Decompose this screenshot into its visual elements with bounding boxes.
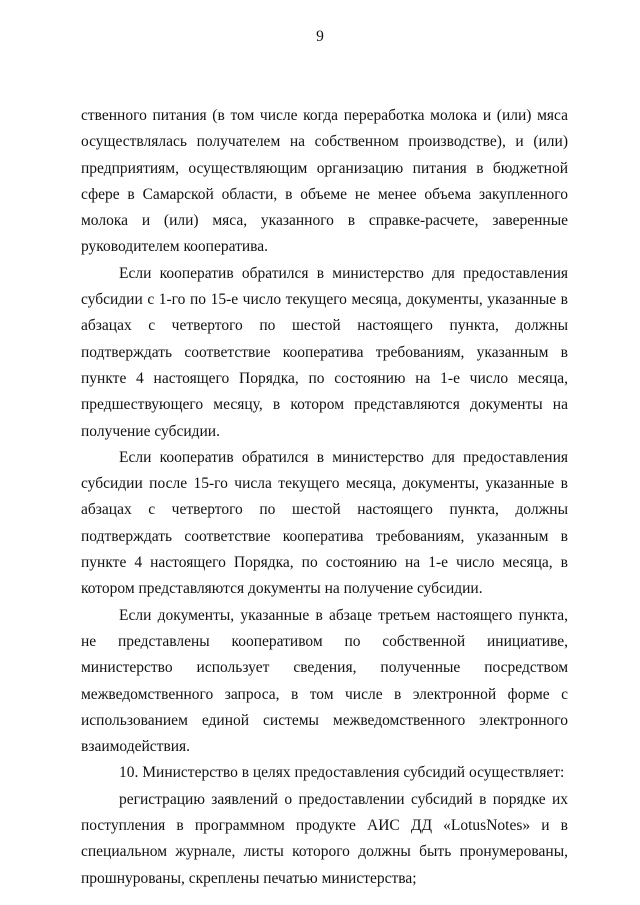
paragraph-interagency-request: Если документы, указанные в абзаце третьем настоящего пункта, не представлены кооперативом по собственной инициативе, министерство использует сведения, полученные посредством межведомственного запроса, в том числе в электронной форме с использованием единой системы межведомственного электронного взаимодействия. xyxy=(81,606,568,756)
page-number: 9 xyxy=(316,28,324,45)
paragraph-registration: регистрацию заявлений о предоставлении субсидий в порядке их поступления в программном продукте АИС ДД «LotusNotes» и в специальном журнале, листы которого должны быть пронумерованы, прошнурованы, скреплены печатью министерства; xyxy=(81,790,568,887)
paragraph-application-first-half-month: Если кооператив обратился в министерство для предоставления субсидии с 1-го по 15-е число текущего месяца, документы, указанные в абзацах с четвертого по шестой настоящего пункта, должны подтверждать соответствие кооператива требованиям, указанным в пункте 4 настоящего Порядка, по состоянию на 1-е число месяца, предшествующего месяцу, в котором представляются документы на получение субсидии. xyxy=(81,264,568,440)
paragraph-item-10-heading: 10. Министерство в целях предоставления субсидий осуществляет: xyxy=(119,764,565,782)
paragraph-continuation: ственного питания (в том числе когда переработка молока и (или) мяса осуществлялась получателем на собственном производстве), и (или) предприятиям, осуществляющим организацию питания в бюджетной сфере в Самарской области, в объеме не менее объема закупленного молока и (или) мяса, указанного в справке-расчете, заверенные руководителем кооператива. xyxy=(81,107,568,256)
paragraph-application-second-half-month: Если кооператив обратился в министерство для предоставления субсидии после 15-го числа текущего месяца, документы, указанные в абзацах с четвертого по шестой настоящего пункта, должны подтверждать соответствие кооператива требованиям, указанным в пункте 4 настоящего Порядка, по состоянию на 1-е число месяца, в котором представляются документы на получение субсидии. xyxy=(81,448,568,598)
document-body xyxy=(81,103,568,892)
